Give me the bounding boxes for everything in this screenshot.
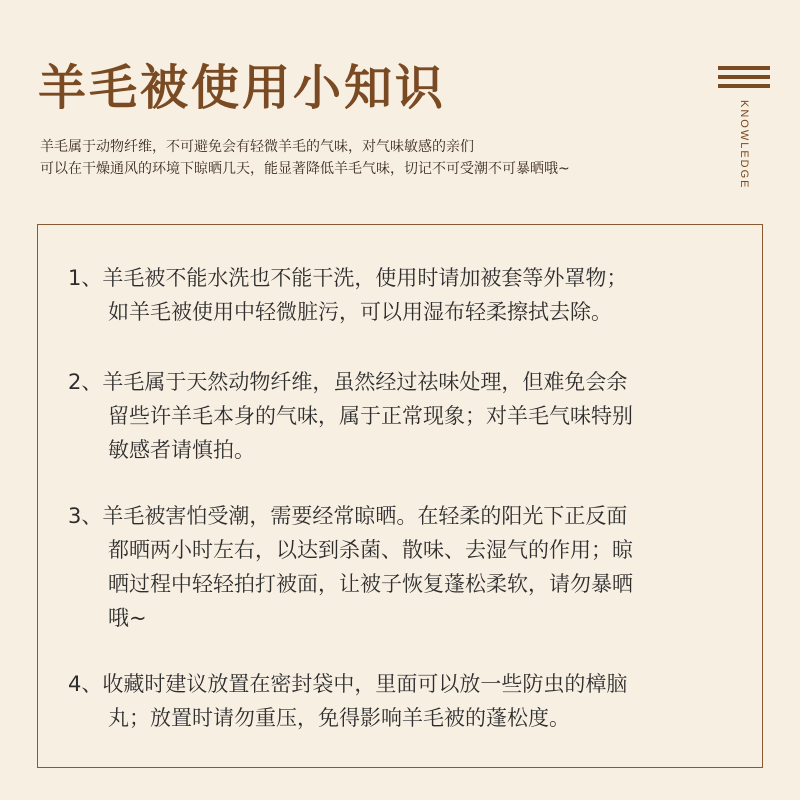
page-title: 羊毛被使用小知识 — [38, 60, 447, 116]
tip-line: 如羊毛被使用中轻微脏污，可以用湿布轻柔擦拭去除。 — [108, 300, 612, 324]
tip-line: 敏感者请慎拍。 — [108, 438, 255, 462]
tip-item-2 — [68, 365, 748, 467]
tip-line: 3、羊毛被害怕受潮，需要经常晾晒。在轻柔的阳光下正反面 — [68, 504, 628, 528]
tip-item-1 — [68, 261, 748, 329]
tip-line: 2、羊毛属于天然动物纤维，虽然经过祛味处理，但难免会余 — [68, 370, 628, 394]
tip-item-4 — [68, 667, 748, 735]
stripe — [718, 84, 770, 88]
intro-text — [40, 136, 720, 180]
tip-line: 4、收藏时建议放置在密封袋中，里面可以放一些防虫的樟脑 — [68, 672, 628, 696]
tips-panel — [37, 224, 763, 768]
stripe — [718, 66, 770, 70]
stripe — [718, 75, 770, 79]
tip-line: 哦~ — [108, 606, 147, 630]
tip-line: 留些许羊毛本身的气味，属于正常现象；对羊毛气味特别 — [108, 404, 633, 428]
tip-item-3 — [68, 499, 748, 635]
side-label: KNOWLEDGE — [738, 100, 750, 190]
tip-line: 晒过程中轻轻拍打被面，让被子恢复蓬松柔软，请勿暴晒 — [108, 572, 633, 596]
intro-line: 羊毛属于动物纤维，不可避免会有轻微羊毛的气味，对气味敏感的亲们 — [40, 139, 474, 155]
decorative-stripes — [718, 66, 770, 93]
intro-line: 可以在干燥通风的环境下晾晒几天，能显著降低羊毛气味，切记不可受潮不可暴晒哦~ — [40, 161, 570, 177]
tip-line: 丸；放置时请勿重压，免得影响羊毛被的蓬松度。 — [108, 706, 570, 730]
tip-line: 1、羊毛被不能水洗也不能干洗，使用时请加被套等外罩物； — [68, 266, 628, 290]
tip-line: 都晒两小时左右，以达到杀菌、散味、去湿气的作用；晾 — [108, 538, 633, 562]
